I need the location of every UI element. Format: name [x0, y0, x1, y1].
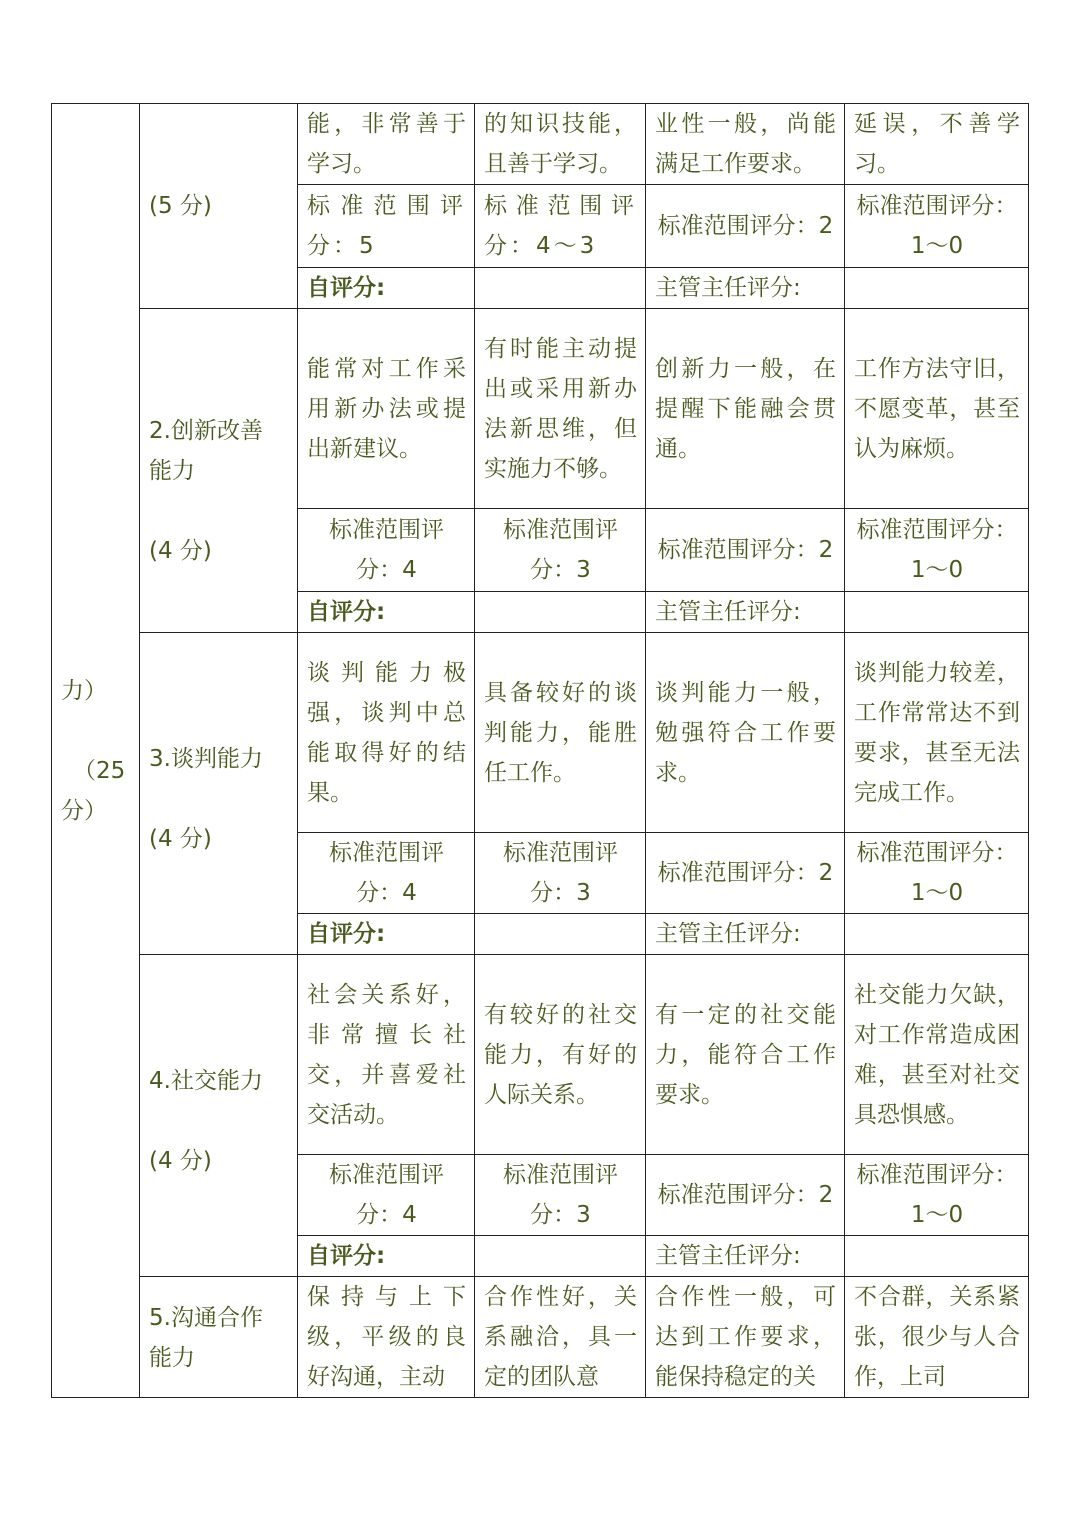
supervisor-score-label: 主管主任评分: — [646, 268, 845, 309]
category-cell — [140, 955, 298, 1277]
supervisor-score-field[interactable] — [845, 268, 1029, 309]
category-group-cell — [52, 104, 140, 1398]
description-excellent: 能常对工作采用新办法或提出新建议。 — [298, 309, 475, 509]
description-good: 的知识技能，且善于学习。 — [475, 104, 646, 185]
table-row — [52, 309, 1029, 509]
description-poor: 延误，不善学习。 — [845, 104, 1029, 185]
category-title-line1: 4.社交能力 — [149, 1067, 263, 1094]
self-score-label: 自评分: — [298, 1236, 475, 1277]
description-excellent: 谈判能力极强，谈判中总能取得好的结果。 — [298, 633, 475, 833]
self-score-label: 自评分: — [298, 914, 475, 955]
standard-score-good: 标准范围评分：3 — [475, 1155, 646, 1236]
category-score: (4 分) — [149, 1147, 212, 1174]
category-score: (4 分) — [149, 825, 212, 852]
category-title-line2: 能力 — [149, 1345, 195, 1371]
self-score-field[interactable] — [475, 592, 646, 633]
group-label-line2: （25 — [73, 757, 126, 784]
self-score-label: 自评分: — [298, 268, 475, 309]
group-label-line1: 力） — [61, 677, 107, 704]
description-average: 创新力一般，在提醒下能融会贯通。 — [646, 309, 845, 509]
category-score: (5 分) — [149, 193, 212, 219]
standard-score-poor: 标准范围评分：1～0 — [845, 509, 1029, 592]
category-cell — [140, 1277, 298, 1398]
description-poor: 谈判能力较差，工作常常达不到要求，甚至无法完成工作。 — [845, 633, 1029, 833]
table-row — [52, 104, 1029, 185]
standard-score-excellent: 标准范围评分：4 — [298, 1155, 475, 1236]
table-row — [52, 955, 1029, 1155]
description-good: 具备较好的谈判能力，能胜任工作。 — [475, 633, 646, 833]
category-title-line1: 3.谈判能力 — [149, 745, 263, 772]
standard-score-average: 标准范围评分：2 — [646, 833, 845, 914]
supervisor-score-label: 主管主任评分: — [646, 914, 845, 955]
supervisor-score-label: 主管主任评分: — [646, 1236, 845, 1277]
standard-score-excellent: 标准范围评分：4 — [298, 509, 475, 592]
supervisor-score-field[interactable] — [845, 592, 1029, 633]
self-score-field[interactable] — [475, 268, 646, 309]
description-average: 合作性一般，可达到工作要求，能保持稳定的关 — [646, 1277, 845, 1398]
description-good: 有时能主动提出或采用新办法新思维，但实施力不够。 — [475, 309, 646, 509]
category-cell — [140, 633, 298, 955]
standard-score-excellent: 标准范围评分：4 — [298, 833, 475, 914]
category-score: (4 分) — [149, 537, 212, 564]
description-excellent: 能，非常善于学习。 — [298, 104, 475, 185]
category-title-line2: 能力 — [149, 457, 195, 484]
table-row — [52, 633, 1029, 833]
self-score-label: 自评分: — [298, 592, 475, 633]
evaluation-table — [51, 103, 1029, 1398]
description-average: 有一定的社交能力，能符合工作要求。 — [646, 955, 845, 1155]
description-poor: 社交能力欠缺，对工作常造成困难，甚至对社交具恐惧感。 — [845, 955, 1029, 1155]
standard-score-average: 标准范围评分：2 — [646, 1155, 845, 1236]
standard-score-good: 标准范围评分：3 — [475, 833, 646, 914]
description-average: 业性一般，尚能满足工作要求。 — [646, 104, 845, 185]
table-row — [52, 1277, 1029, 1398]
standard-score-excellent: 标准范围评分：5 — [298, 185, 475, 268]
standard-score-good: 标准范围评分：4～3 — [475, 185, 646, 268]
supervisor-score-field[interactable] — [845, 914, 1029, 955]
standard-score-average: 标准范围评分：2 — [646, 509, 845, 592]
standard-score-average: 标准范围评分：2 — [646, 185, 845, 268]
supervisor-score-label: 主管主任评分: — [646, 592, 845, 633]
category-title-line1: 2.创新改善 — [149, 417, 263, 444]
description-poor: 工作方法守旧，不愿变革，甚至认为麻烦。 — [845, 309, 1029, 509]
self-score-field[interactable] — [475, 1236, 646, 1277]
description-good: 有较好的社交能力，有好的人际关系。 — [475, 955, 646, 1155]
description-good: 合作性好，关系融洽，具一定的团队意 — [475, 1277, 646, 1398]
supervisor-score-field[interactable] — [845, 1236, 1029, 1277]
standard-score-poor: 标准范围评分：1～0 — [845, 833, 1029, 914]
standard-score-good: 标准范围评分：3 — [475, 509, 646, 592]
category-cell — [140, 104, 298, 309]
standard-score-poor: 标准范围评分：1～0 — [845, 1155, 1029, 1236]
group-label-line3: 分） — [61, 797, 107, 824]
description-excellent: 社会关系好，非常擅长社交，并喜爱社交活动。 — [298, 955, 475, 1155]
category-cell — [140, 309, 298, 633]
self-score-field[interactable] — [475, 914, 646, 955]
category-title-line1: 5.沟通合作 — [149, 1305, 263, 1331]
description-poor: 不合群，关系紧张，很少与人合作，上司 — [845, 1277, 1029, 1398]
standard-score-poor: 标准范围评分：1～0 — [845, 185, 1029, 268]
description-excellent: 保持与上下级，平级的良好沟通，主动 — [298, 1277, 475, 1398]
description-average: 谈判能力一般，勉强符合工作要求。 — [646, 633, 845, 833]
